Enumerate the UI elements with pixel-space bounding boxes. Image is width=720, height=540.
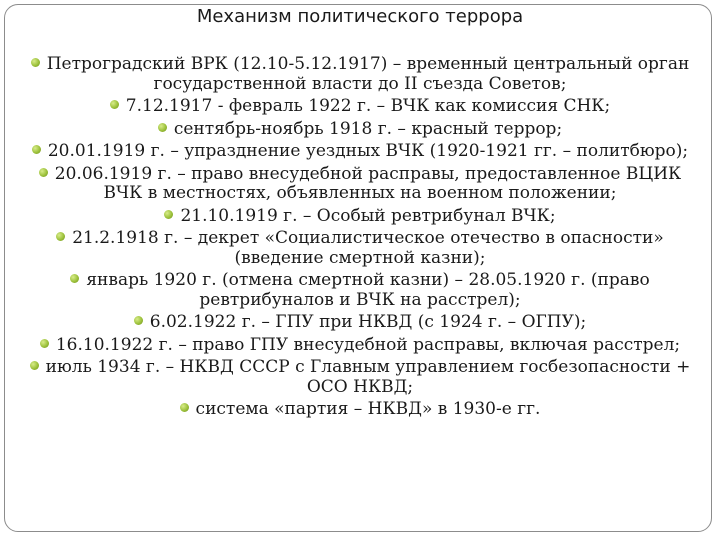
list-item (0, 55, 720, 94)
list-item (0, 229, 720, 268)
bullet-icon (31, 58, 40, 67)
bullet-icon (32, 145, 41, 154)
bullet-icon (70, 274, 79, 283)
list-item (0, 271, 720, 310)
list-item (0, 142, 720, 162)
list-item-text: июль 1934 г. – НКВД СССР с Главным управлением госбезопасности + ОСО НКВД; (45, 357, 691, 397)
list-item (0, 313, 720, 333)
list-item-text: январь 1920 г. (отмена смертной казни) – 28.05.1920 г. (право ревтрибуналов и ВЧК на расстрел); (86, 270, 650, 310)
list-item (0, 97, 720, 117)
list-item-text: 6.02.1922 г. – ГПУ при НКВД (с 1924 г. – ОГПУ); (149, 312, 587, 332)
list-item-text: Петроградский ВРК (12.10-5.12.1917) – временный центральный орган государственной власти до II съезда Советов; (46, 54, 690, 94)
bullet-icon (134, 316, 143, 325)
list-item-text: 7.12.1917 - февраль 1922 г. – ВЧК как комиссия СНК; (125, 96, 611, 116)
list-item (0, 165, 720, 204)
bullet-list (0, 55, 720, 423)
list-item (0, 207, 720, 227)
bullet-icon (158, 123, 167, 132)
list-item-text: 16.10.1922 г. – право ГПУ внесудебной расправы, включая расстрел; (55, 334, 681, 355)
bullet-icon (40, 339, 49, 348)
list-item (0, 400, 720, 420)
bullet-icon (110, 100, 119, 109)
list-item-text: 21.2.1918 г. – декрет «Социалистическое отечество в опасности» (введение смертной казни); (72, 228, 664, 268)
slide-title: Механизм политического террора (196, 6, 524, 27)
list-item-text: сентябрь-ноябрь 1918 г. – красный террор; (173, 118, 563, 139)
bullet-icon (56, 232, 65, 241)
list-item-text: 20.06.1919 г. – право внесудебной расправы, предоставленное ВЦИК ВЧК в местностях, объявленных на военном положении; (54, 163, 682, 203)
list-item (0, 358, 720, 397)
list-item-text: 21.10.1919 г. – Особый ревтрибунал ВЧК; (180, 205, 556, 226)
list-item (0, 120, 720, 140)
bullet-icon (180, 403, 189, 412)
list-item-text: 20.01.1919 г. – упразднение уездных ВЧК (1920-1921 гг. – политбюро); (47, 141, 689, 161)
list-item (0, 336, 720, 356)
bullet-icon (164, 210, 173, 219)
bullet-icon (39, 168, 48, 177)
bullet-icon (30, 361, 39, 370)
list-item-text: система «партия – НКВД» в 1930-е гг. (195, 399, 541, 419)
